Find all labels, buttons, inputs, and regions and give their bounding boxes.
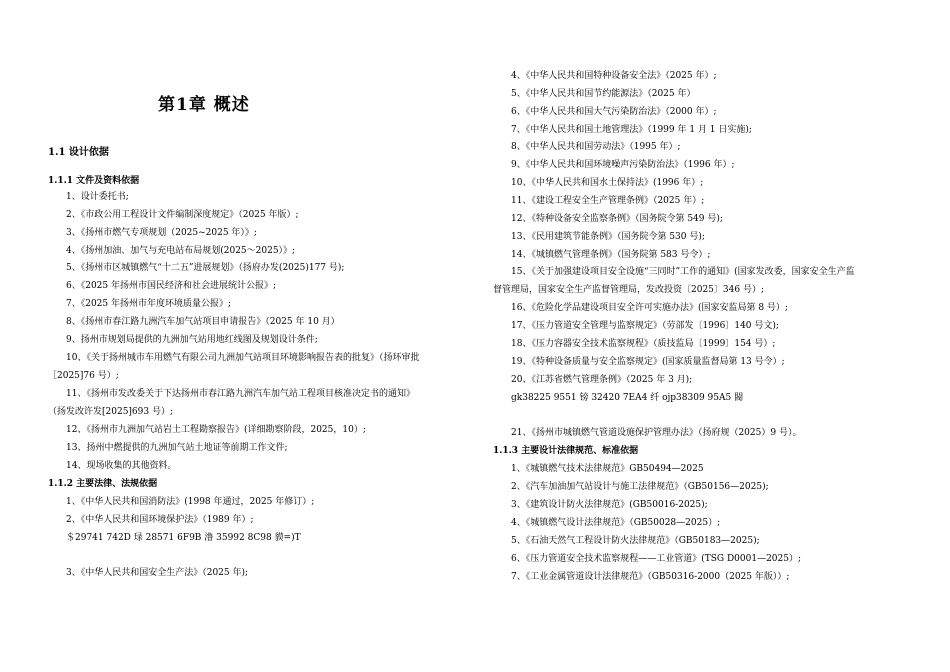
document-line: 督管理局，国家安全生产监督管理局，发改投资〔2025〕346 号）; xyxy=(493,285,764,295)
document-line: 4、《中华人民共和国特种设备安全法》（2025 年）; xyxy=(511,71,717,81)
document-line: 3、《建筑设计防火法律规范》(GB50016-2025); xyxy=(511,500,708,510)
document-line: 12、《扬州市九洲加气站岩土工程勘察报告》(详细勘察阶段，2025，10）; xyxy=(66,425,366,435)
document-line: 5、《扬州市区城镇燃气“十二五”进展规划》（扬府办发(2025)177 号); xyxy=(66,263,345,273)
document-line: 2、《中华人民共和国环境保护法》（1989 年）; xyxy=(66,515,254,525)
document-line: 20、《江苏省燃气管理条例》（2025 年 3 月); xyxy=(511,375,693,385)
document-line: 5、《中华人民共和国节约能源法》（2025 年） xyxy=(511,89,696,99)
document-line: 10、《关于扬州城市车用燃气有限公司九洲加气站项目环境影响报告表的批复》（扬环审批 xyxy=(66,353,420,363)
document-line: 7、《工业金属管道设计法律规范》（GB50316-2000（2025 年版））; xyxy=(511,572,790,582)
document-line: 3、《中华人民共和国安全生产法》（2025 年); xyxy=(66,568,249,578)
document-line: 17、《压力管道安全管理与监察规定》（劳部发〔1996〕140 号文); xyxy=(511,321,779,331)
document-line: 21、《扬州市城镇燃气管道设施保护管理办法》（扬府规（2025）9 号）。 xyxy=(511,428,802,438)
document-line: 16、《危险化学品建设项目安全许可实施办法》(国家安监局第 8 号）; xyxy=(511,303,788,313)
document-line: （扬发改许发[2025]693 号）; xyxy=(48,407,173,417)
document-line: 13、《民用建筑节能条例》（国务院令第 530 号); xyxy=(511,232,705,242)
document-line: 7、《中华人民共和国土地管理法》（1999 年 1 月 1 日实施); xyxy=(511,125,752,135)
document-line: 6、《压力管道安全技术监察规程——工业管道》(TSG D0001—2025）; xyxy=(511,554,802,564)
document-line: 1、《城镇燃气技术法律规范》GB50494—2025 xyxy=(511,464,704,474)
document-line: 7、《2025 年扬州市年度环境质量公报》; xyxy=(66,299,232,309)
document-line: 6、《2025 年扬州市国民经济和社会进展统计公报》; xyxy=(66,281,277,291)
document-line: 19、《特种设备质量与安全监察规定》(国家质量监督局第 13 号令）; xyxy=(511,357,785,367)
document-line: 11、《建设工程安全生产管理条例》（2025 年）; xyxy=(511,196,705,206)
document-line: 2、《市政公用工程设计文件编制深度规定》（2025 年版）; xyxy=(66,210,299,220)
document-line: 14、《城镇燃气管理条例》（国务院第 583 号令）; xyxy=(511,250,711,260)
document-line: 5、《石油天然气工程设计防火法律规范》（GB50183—2025); xyxy=(511,536,760,546)
document-line: 13、扬州中燃提供的九洲加气站土地证等前期工作文件; xyxy=(66,443,288,453)
document-line: 4、《城镇燃气设计法律规范》（GB50028—2025）; xyxy=(511,518,721,528)
document-line: 15、《关于加强建设项目安全设施“三同时”工作的通知》(国家发改委，国家安全生产监 xyxy=(511,267,855,277)
document-line: 3、《扬州市燃气专项规划（2025~2025 年）》; xyxy=(66,228,257,238)
document-line: 14、现场收集的其他资料。 xyxy=(66,461,177,471)
document-line: 8、《扬州市春江路九洲汽车加气站项目申请报告》（2025 年 10 月） xyxy=(66,317,340,327)
document-line: 12、《特种设备安全监察条例》（国务院令第 549 号); xyxy=(511,214,723,224)
document-line: ［2025]76 号）; xyxy=(48,371,119,381)
chapter-title: 第1章 概述 xyxy=(158,95,250,115)
document-line: 4、《扬州加油、加气与充电站布局规划(2025～2025）》; xyxy=(66,246,296,256)
section-heading: 1.1.2 主要法律、法规依据 xyxy=(48,479,158,489)
document-line: ＄29741 742D 琭 28571 6F9B 澛 35992 8C98 貘=)T xyxy=(66,533,301,543)
document-line: 18、《压力容器安全技术监察规程》（质技监局〔1999〕154 号）; xyxy=(511,339,776,349)
section-heading: 1.1.3 主要设计法律规范、标准依据 xyxy=(493,446,639,456)
document-line: 11、《扬州市发改委关于下达扬州市春江路九洲汽车加气站工程项目核准决定书的通知》 xyxy=(66,389,415,399)
document-line: 10、《中华人民共和国水土保持法》(1996 年）; xyxy=(511,178,704,188)
document-line: 1、《中华人民共和国消防法》(1998 年通过，2025 年修订）; xyxy=(66,497,315,507)
document-line: 1、设计委托书; xyxy=(66,192,129,202)
document-line: gk38225 9551 镑 32420 7EA4 纤 ojp38309 95A5 閥 xyxy=(511,393,744,403)
document-line: 2、《汽车加油加气站设计与施工法律规范》（GB50156—2025); xyxy=(511,482,769,492)
document-line: 9、《中华人民共和国环境噪声污染防治法》（1996 年）; xyxy=(511,160,735,170)
document-line: 6、《中华人民共和国大气污染防治法》（2000 年）; xyxy=(511,107,717,117)
section-heading: 1.1.1 文件及资料依据 xyxy=(48,176,140,186)
section-heading: 1.1 设计依据 xyxy=(48,147,109,158)
document-line: 8、《中华人民共和国劳动法》（1995 年）; xyxy=(511,142,681,152)
document-line: 9、扬州市规划局提供的九洲加气站用地红线图及规划设计条件; xyxy=(66,335,318,345)
